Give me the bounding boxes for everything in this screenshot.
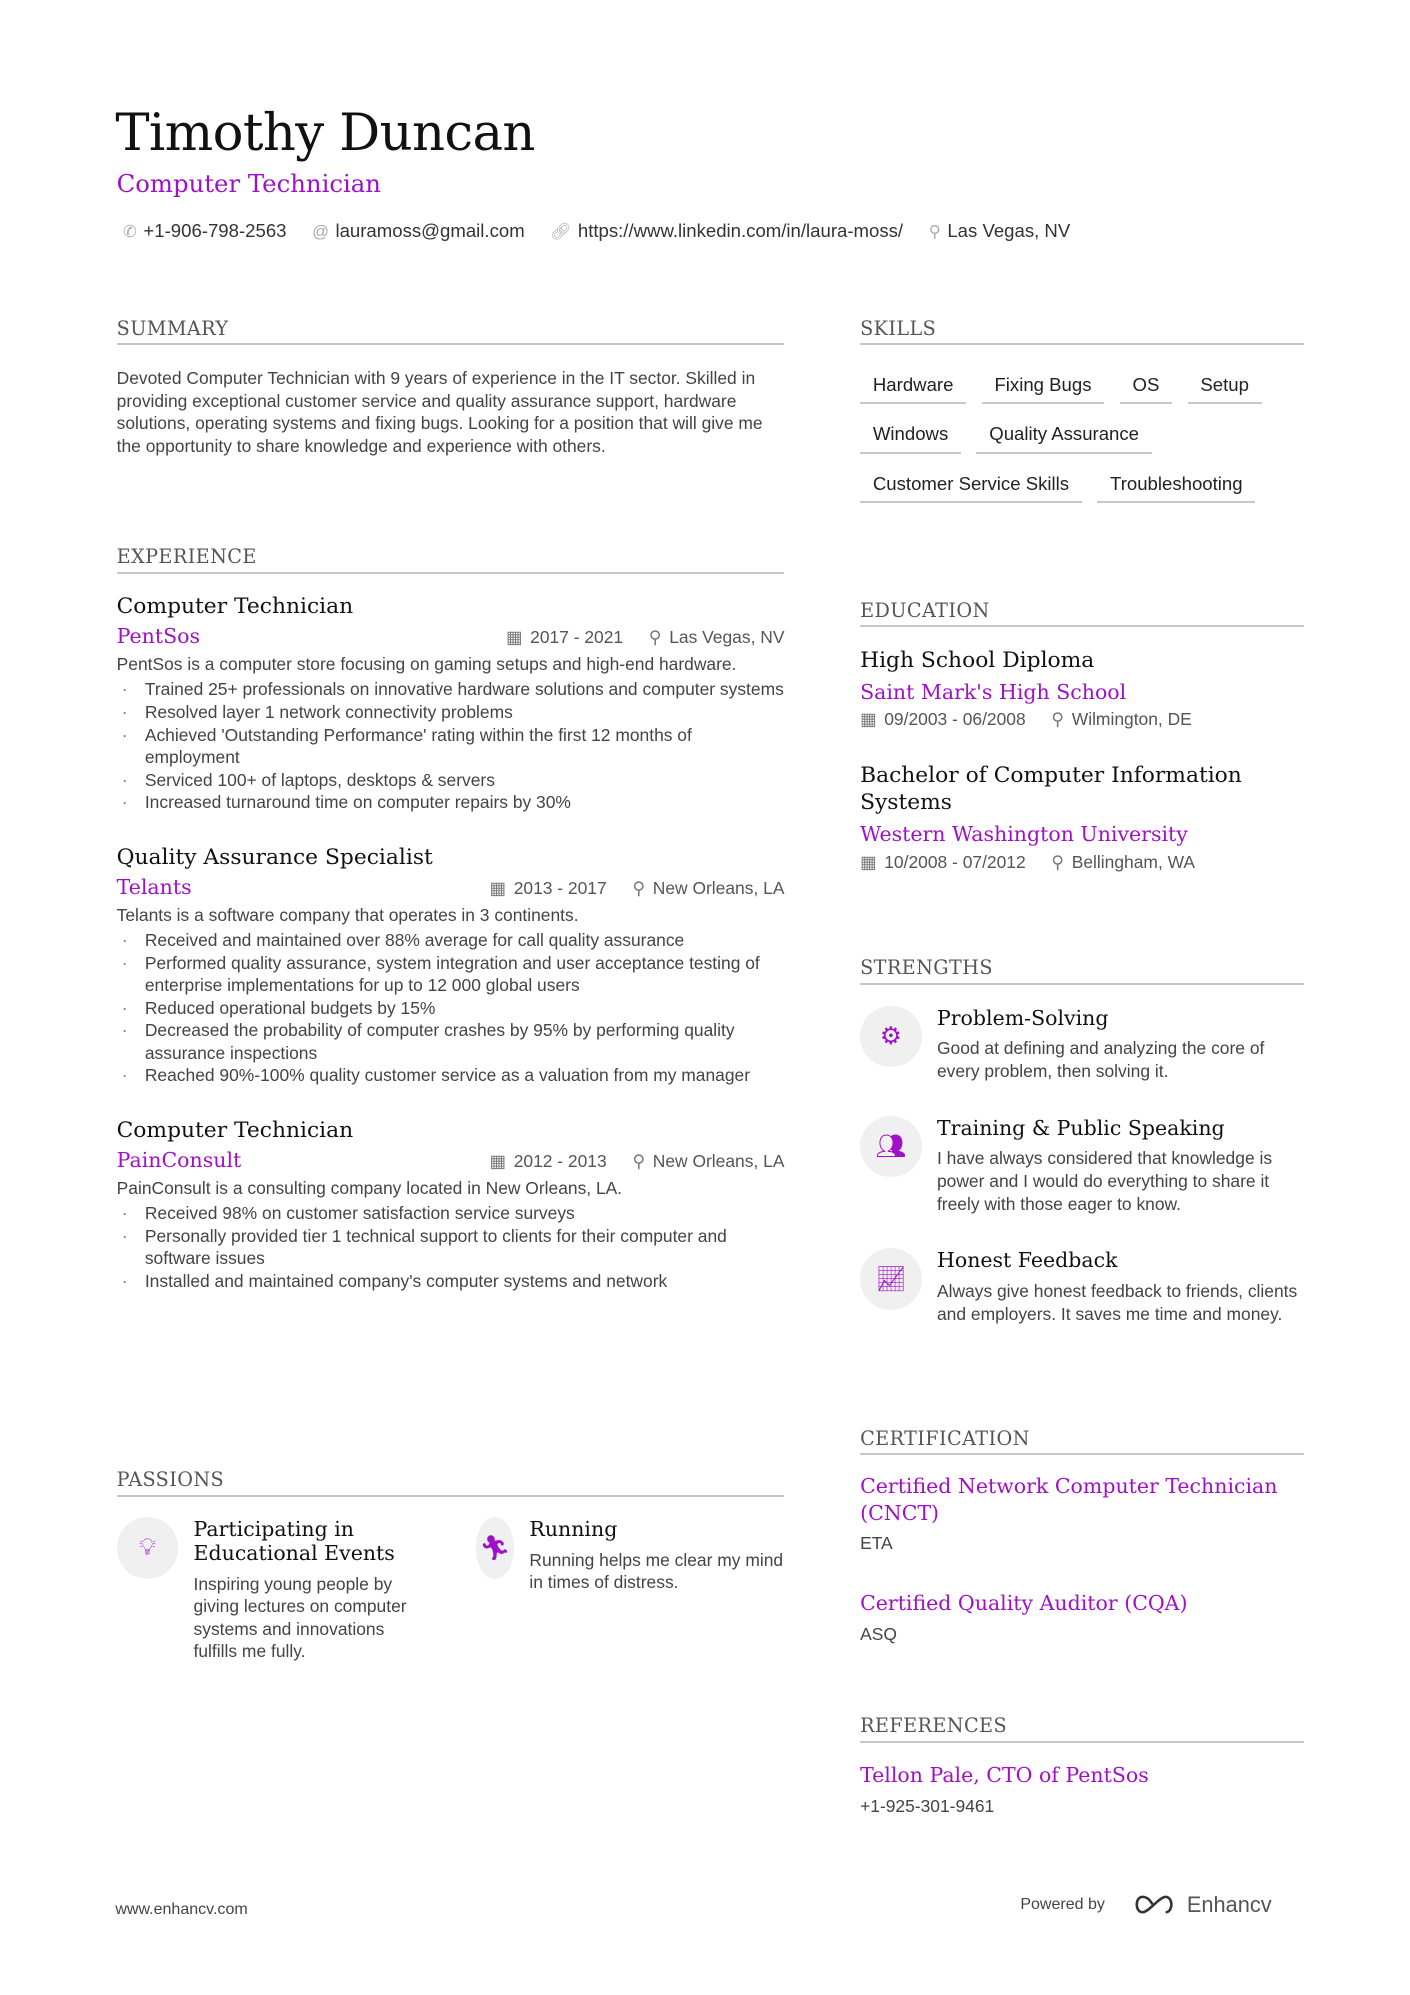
education-section [860,599,1304,873]
passion-title: Running [529,1517,618,1541]
cert-item [860,1473,1304,1555]
contact-email[interactable] [312,220,525,242]
phone-text: +1-906-798-2563 [143,220,287,242]
dates-text: 2012 - 2013 [513,1150,607,1171]
company-description: Telants is a software company that operates in 3 continents. [116,904,579,925]
edu-location [1051,709,1192,730]
calendar-icon: ▦ [860,709,877,730]
job-bullet: · Trained 25+ professionals on innovative hardware solutions and computer systems [117,678,785,701]
link-icon: 🔗︎ [550,222,572,242]
location-pin-icon: ⚲ [648,627,662,648]
job-bullet: · Performed quality assurance, system integration and user acceptance testing of enterprise implementations for up to 12 000 global users [117,952,785,997]
dates-text: 2013 - 2017 [513,877,607,898]
candidate-name: Timothy Duncan [115,102,535,163]
job-dates [490,878,607,899]
passions-section [117,1468,785,1663]
job-bullet: · Serviced 100+ of laptops, desktops & servers [117,769,785,792]
brand-text: Enhancv [1186,1891,1272,1917]
job-dates [506,627,623,648]
education-entry [860,648,1304,730]
reference-phone: +1-925-301-9461 [860,1795,995,1816]
infinity-logo-icon [1131,1893,1177,1916]
section-heading: EXPERIENCE [117,545,785,574]
edu-dates [860,709,1026,730]
linkedin-link[interactable]: https://www.linkedin.com/in/laura-moss/ [577,220,904,242]
users-icon: 👥︎ [860,1116,922,1178]
summary-text: Devoted Computer Technician with 9 years of experience in the IT sector. Skilled in providing exceptional customer service and quality assurance support, hardware solutions, operating systems and fixing bugs. Looking for a position that will give me the opportunity to share knowledge and experience with others. [116,368,763,456]
location-pin-icon: ⚲ [928,222,941,242]
skill-tag: Fixing Bugs [982,371,1105,404]
skill-tag: OS [1120,371,1172,404]
job-bullet: · Resolved layer 1 network connectivity problems [117,701,785,724]
footer-website[interactable]: www.enhancv.com [115,1899,248,1918]
job-bullets [117,929,785,1087]
job-location [649,627,785,648]
calendar-icon: ▦ [860,851,877,872]
location-text: Bellingham, WA [1071,851,1196,872]
calendar-icon: ▦ [489,877,506,898]
job-location [632,878,784,899]
job-title: Computer Technician [116,1117,354,1143]
strength-item [860,1006,1304,1083]
gears-icon: ⚙ [860,1006,922,1068]
summary-section [117,317,785,458]
company-name: PainConsult [116,1147,242,1172]
passion-item [476,1517,785,1663]
edu-dates [860,852,1026,873]
chart-line-icon: 📈︎ [860,1248,922,1310]
job-bullet: · Reached 90%-100% quality customer service as a valuation from my manager [117,1064,785,1087]
cert-issuer: ASQ [860,1623,897,1644]
strength-text: Good at defining and analyzing the core of every problem, then solving it. [936,1038,1265,1081]
location-pin-icon: ⚲ [632,877,646,898]
strength-title: Training & Public Speaking [936,1115,1225,1140]
references-section [860,1714,1304,1818]
company-description: PainConsult is a consulting company located in New Orleans, LA. [116,1177,623,1198]
powered-by-text: Powered by [1020,1895,1105,1914]
section-heading: SUMMARY [117,317,785,346]
passion-text: Running helps me clear my mind in times of distress. [529,1549,784,1593]
location-text: Las Vegas, NV [669,627,785,648]
calendar-icon: ▦ [489,1150,506,1171]
location-pin-icon: ⚲ [632,1150,646,1171]
contact-link[interactable] [550,220,903,242]
skill-tag: Windows [860,421,961,454]
strength-text: Always give honest feedback to friends, clients and employers. It saves me time and money. [936,1281,1298,1324]
location-pin-icon: ⚲ [1051,709,1065,730]
strengths-section [860,956,1304,1325]
location-text: Wilmington, DE [1071,709,1192,730]
experience-section [117,545,785,1293]
job-bullet: · Decreased the probability of computer crashes by 95% by performing quality assurance inspections [117,1019,785,1064]
lightbulb-icon: 💡︎ [117,1517,179,1579]
strength-title: Honest Feedback [936,1248,1118,1273]
skill-tag: Quality Assurance [976,421,1151,454]
phone-icon: ✆ [123,222,138,242]
email-link[interactable]: lauramoss@gmail.com [335,220,525,242]
cert-name: Certified Network Computer Technician (CNCT) [860,1474,1278,1526]
degree: High School Diploma [860,647,1095,673]
cert-name: Certified Quality Auditor (CQA) [860,1590,1188,1615]
footer-powered [1020,1892,1271,1918]
passion-title: Participating in Educational Events [193,1517,395,1565]
school-name: Western Washington University [860,822,1188,847]
running-icon: 🏃︎ [476,1517,514,1579]
calendar-icon: ▦ [505,627,523,648]
job-bullet: · Increased turnaround time on computer repairs by 30% [117,791,785,814]
edu-location [1051,852,1195,873]
dates-text: 2017 - 2021 [530,627,624,648]
location-text: New Orleans, LA [652,877,785,898]
at-icon: @ [312,222,330,242]
skill-tag: Hardware [860,371,966,404]
cert-issuer: ETA [860,1533,893,1554]
job-bullet: · Received and maintained over 88% average for call quality assurance [117,929,785,952]
enhancv-logo[interactable] [1131,1892,1272,1918]
job-bullets [117,678,785,813]
job-bullet: · Received 98% on customer satisfaction service surveys [117,1202,785,1225]
company-description: PentSos is a computer store focusing on gaming setups and high-end hardware. [116,654,737,675]
degree: Bachelor of Computer Information Systems [860,763,1242,816]
skill-tag: Customer Service Skills [860,470,1082,503]
dates-text: 10/2008 - 07/2012 [884,851,1026,872]
dates-text: 09/2003 - 06/2008 [884,709,1026,730]
job-bullet: · Installed and maintained company's computer systems and network [117,1270,785,1293]
certification-section [860,1427,1304,1645]
location-text: Las Vegas, NV [947,220,1071,242]
job-bullets [117,1202,785,1292]
strength-title: Problem-Solving [936,1005,1109,1030]
skills-section [860,317,1304,504]
cert-item [860,1591,1304,1645]
candidate-title: Computer Technician [116,169,381,199]
job-location [632,1151,784,1172]
school-name: Saint Mark's High School [860,679,1127,704]
section-heading: SKILLS [860,317,1304,346]
section-heading: EDUCATION [860,599,1304,628]
job-entry [117,1118,785,1293]
job-entry [117,594,785,814]
job-bullet: · Reduced operational budgets by 15% [117,997,785,1020]
contact-location [929,220,1071,242]
reference-name: Tellon Pale, CTO of PentSos [860,1763,1149,1788]
skill-tag: Troubleshooting [1097,470,1255,503]
section-heading: REFERENCES [860,1714,1304,1743]
section-heading: CERTIFICATION [860,1427,1304,1456]
passion-text: Inspiring young people by giving lectures on computer systems and innovations fulfills me fully. [193,1573,407,1662]
contact-phone [123,220,286,242]
location-text: New Orleans, LA [652,1150,785,1171]
section-heading: STRENGTHS [860,956,1304,985]
job-title: Quality Assurance Specialist [116,844,433,870]
job-dates [490,1151,607,1172]
contact-bar [123,220,1070,242]
section-heading: PASSIONS [117,1468,785,1497]
passion-item [117,1517,476,1663]
job-bullet: · Achieved 'Outstanding Performance' rating within the first 12 months of employment [117,724,785,769]
job-entry [117,845,785,1087]
location-pin-icon: ⚲ [1051,851,1065,872]
education-entry [860,763,1304,872]
skill-tag: Setup [1188,371,1262,404]
strength-item [860,1248,1304,1325]
company-name: PentSos [116,624,200,649]
strength-item [860,1116,1304,1215]
company-name: Telants [116,874,192,899]
job-bullet: · Personally provided tier 1 technical support to clients for their computer and software issues [117,1225,785,1270]
job-title: Computer Technician [116,594,354,620]
strength-text: I have always considered that knowledge is power and I would do everything to share it freely with those eager to know. [936,1148,1273,1214]
